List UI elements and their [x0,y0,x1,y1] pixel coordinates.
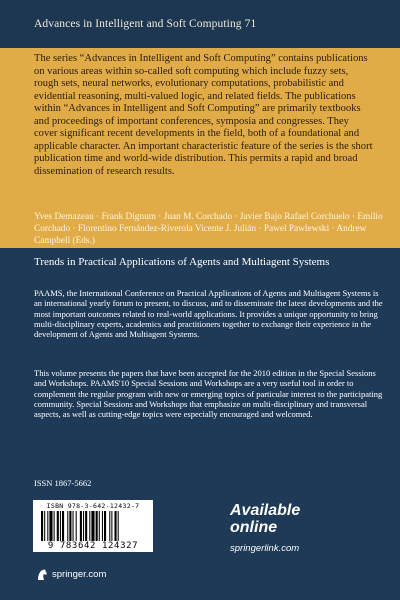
barcode-bar [115,511,117,541]
barcode-bar [73,511,74,541]
barcode-bar [109,511,110,541]
barcode-bar [89,511,90,541]
barcode-bar [47,511,48,541]
publisher [36,567,106,581]
barcode-bar [99,511,100,541]
isbn-label: ISBN 978-3-642-12432-7 [46,502,140,510]
series-title: Advances in Intelligent and Soft Computing 71 [34,18,257,30]
available-online-title: Available online [230,502,301,536]
blurb-paragraph-2: This volume presents the papers that have been accepted for the 2010 edition in the Special Sessions and Workshops. PAAMS'10 Special Sessions and Workshops are a very useful tool in order to complement the regular program with new or emerging topics of particular interest to the participating community. Special Sessions and Workshops that emphasize on multi-disciplinary and transversal aspects, as well as cutting-edge topics were especially encouraged and welcomed. [34,368,383,420]
barcode-bar [83,511,84,541]
barcode-bar [76,511,77,541]
barcode-bar [85,511,87,541]
barcode-bar [69,511,71,541]
book-title: Trends in Practical Applications of Agents and Multiagent Systems [34,256,330,268]
barcode-bar [104,511,106,541]
top-band [0,0,400,48]
available-online-badge [230,502,345,562]
barcode-bar [62,511,64,541]
blurb-paragraph-1: PAAMS, the International Conference on Practical Applications of Agents and Multiagent Systems is an international yearly forum to present, to discuss, and to disseminate the latest developments and the most important outcomes related to real-world applications. It provides a unique opportunity to bring multi-disciplinary experts, academics and practitioners together to exchange their experience in the development of Agents and Multiagent Systems. [34,288,383,340]
publisher-site: springer.com [52,568,107,580]
barcode-bar [54,511,55,541]
editors-list: Yves Demazeau · Frank Dignum · Juan M. Corchado · Javier Bajo Rafael Corchuelo · Emilio Corchado · Florentino Fernández-Riverola Vicente J. Julián · Pawel Pawlewski · Andrew Campbell (Eds.) [34,212,383,247]
barcode-bar [49,511,52,541]
springer-horse-icon [36,568,49,581]
barcode-bar [118,511,119,541]
series-description: The series “Advances in Intelligent and Soft Computing” contains publications on various areas within so-called soft computing which include fuzzy sets, rough sets, neural networks, evolutionary computations, probabilistic and evidential reasoning, multi-valued logic, and related fields. The publications within “Advances in Intelligent and Soft Computing” are primarily textbooks and proceedings of important conferences, symposia and congresses. They cover significant recent developments in the field, both of a foundational and applicable character. An important characteristic feature of the series is the short publication time and world-wide distribution. This permits a rapid and broad dissemination of research results. [34,53,373,177]
barcode-bar [91,511,94,541]
barcode-bar [60,511,61,541]
barcode [33,500,153,552]
barcode-number: 9 783642 124327 [47,541,139,551]
barcode-bar [41,511,43,541]
available-online-site: springerlink.com [230,543,300,554]
barcode-bar [57,511,59,541]
barcode-bar [44,511,45,541]
issn: ISSN 1867-5662 [34,478,92,488]
barcode-bar [80,511,82,541]
barcode-bar [96,511,98,541]
barcode-bars [41,511,147,541]
barcode-bar [111,511,112,541]
barcode-bar [67,511,68,541]
barcode-bar [102,511,103,541]
